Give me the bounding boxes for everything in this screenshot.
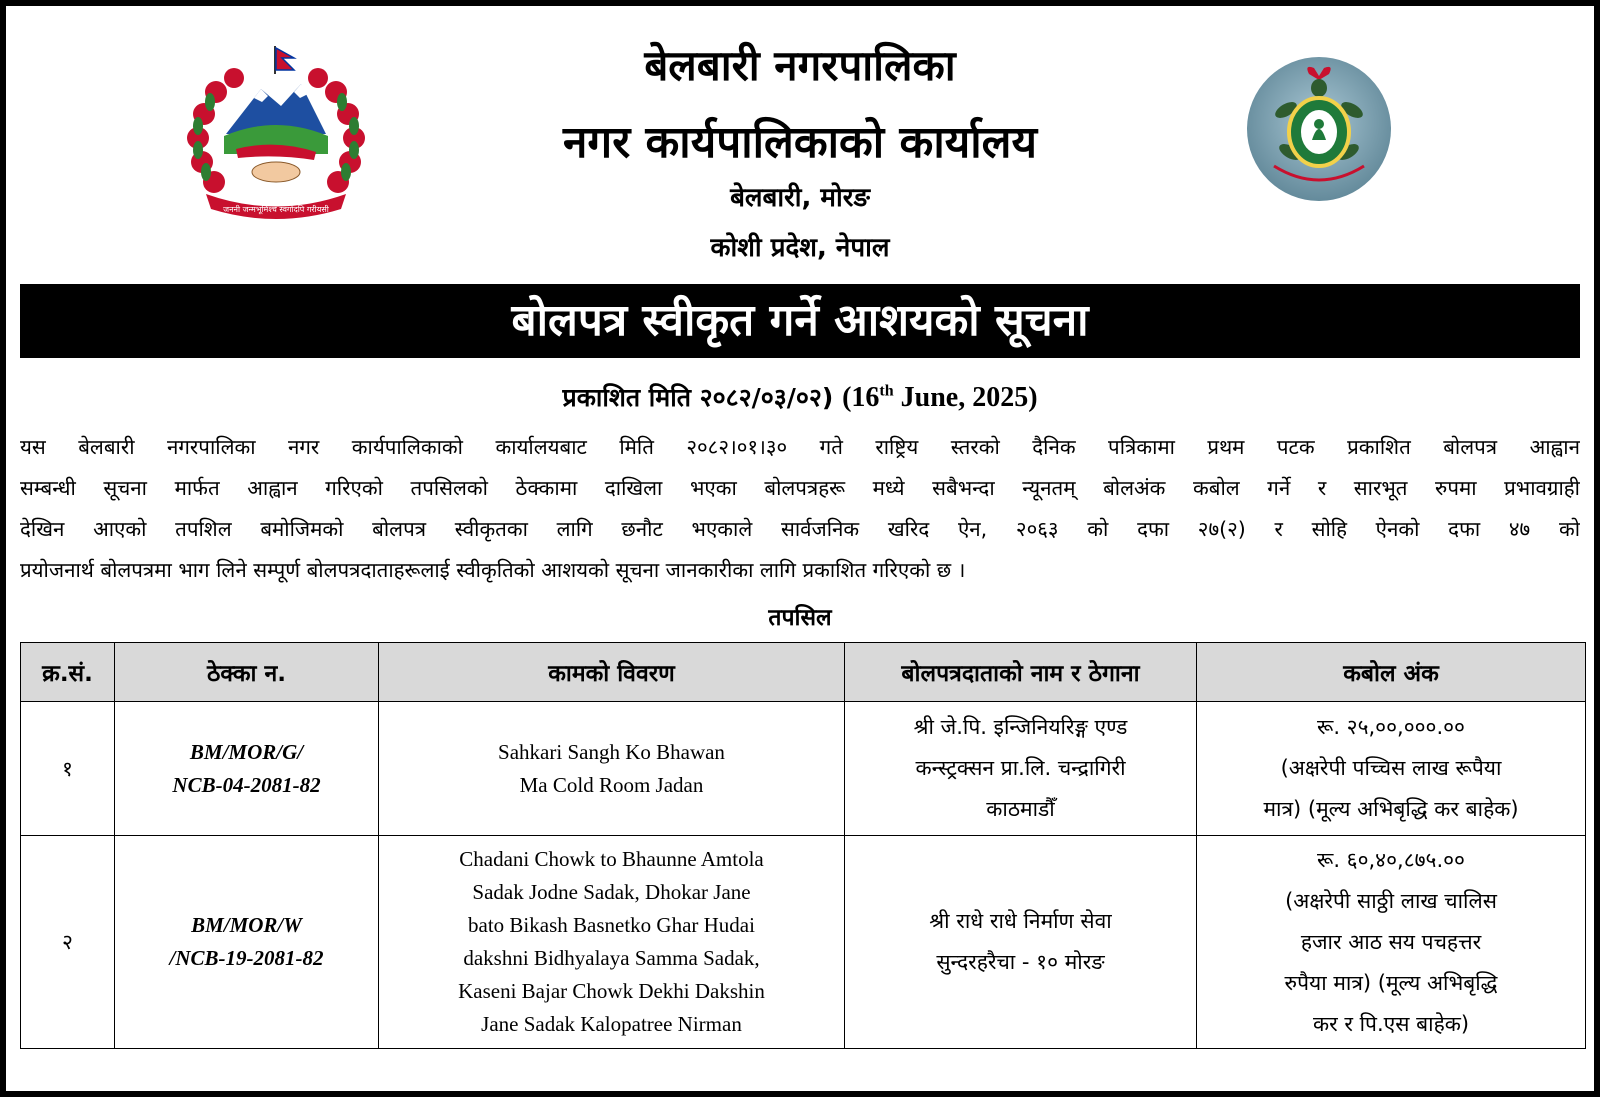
svg-text:जननी जन्मभूमिश्च स्वर्गादपि गर: जननी जन्मभूमिश्च स्वर्गादपि गरीयसी: [223, 205, 329, 214]
office-address: बेलबारी, मोरङ: [730, 183, 870, 213]
body-line: सम्बन्धी सूचना मार्फत आह्वान गरिएको तपसिलको ठेक्कामा दाखिला भएका बोलपत्रहरू मध्ये सबैभन्दा न्यूनतम् बोलअंक कबोल गर्ने र सारभूत रुपमा प्रभावग्राही: [20, 476, 1580, 500]
col-header-bidder: बोलपत्रदाताको नाम र ठेगाना: [845, 643, 1197, 702]
office-name: नगर कार्यपालिकाको कार्यालय: [563, 117, 1037, 168]
cell-bidder: श्री राधे राधे निर्माण सेवा सुन्दरहरैचा - १० मोरङ: [845, 836, 1197, 1049]
municipality-name: बेलबारी नगरपालिका: [644, 41, 956, 90]
col-header-sn: क्र.सं.: [21, 643, 115, 702]
cell-sn: १: [21, 702, 115, 836]
body-line: प्रयोजनार्थ बोलपत्रमा भाग लिने सम्पूर्ण बोलपत्रदाताहरूलाई स्वीकृतिको आशयको सूचना जानकारीका लागि प्रकाशित गरिएको छ ।: [20, 558, 966, 582]
col-header-work: कामको विवरण: [379, 643, 845, 702]
schedule-table: [20, 642, 1586, 1049]
municipality-logo-icon: [1244, 54, 1394, 204]
office-province: कोशी प्रदेश, नेपाल: [710, 233, 890, 263]
notice-title-banner: बोलपत्र स्वीकृत गर्ने आशयको सूचना: [20, 284, 1580, 358]
published-date-label: प्रकाशित मिति २०८२/०३/०२): [562, 383, 834, 412]
cell-contract: BM/MOR/G/ NCB-04-2081-82: [115, 702, 379, 836]
cell-amount: रू. २५,००,०००.०० (अक्षरेपी पच्चिस लाख रूपैया मात्र) (मूल्य अभिबृद्धि कर बाहेक): [1197, 702, 1586, 836]
table-row: [21, 702, 1586, 836]
table-header-row: [21, 643, 1586, 702]
cell-contract: BM/MOR/W /NCB-19-2081-82: [115, 836, 379, 1049]
schedule-title: तपसिल: [768, 605, 832, 631]
cell-sn: २: [21, 836, 115, 1049]
table-row: [21, 836, 1586, 1049]
body-line: देखिन आएको तपशिल बमोजिमको बोलपत्र स्वीकृतका लागि छनौट भएकाले सार्वजनिक खरिद ऐन, २०६३ को दफा २७(२) र सोहि ऐनको दफा ४७ को: [20, 517, 1580, 541]
cell-work: Sahkari Sangh Ko Bhawan Ma Cold Room Jadan: [379, 702, 845, 836]
published-date-english: (16th June, 2025): [842, 382, 1038, 413]
cell-work: Chadani Chowk to Bhaunne Amtola Sadak Jodne Sadak, Dhokar Jane bato Bikash Basnetko Ghar Hudai dakshni Bidhyalaya Samma Sadak, Kaseni Bajar Chowk Dekhi Dakshin Jane Sadak Kalopatree Nirman: [379, 836, 845, 1049]
header: [6, 6, 1594, 282]
cell-bidder: श्री जे.पि. इन्जिनियरिङ्ग एण्ड कन्स्ट्रक्सन प्रा.लि. चन्द्रागिरी काठमाडौँ: [845, 702, 1197, 836]
published-date: [6, 380, 1594, 414]
body-line: यस बेलबारी नगरपालिका नगर कार्यपालिकाको कार्यालयबाट मिति २०८२।०१।३० गते राष्ट्रिय स्तरको दैनिक पत्रिकामा प्रथम पटक प्रकाशित बोलपत्र आह्वान: [20, 435, 1580, 459]
col-header-amount: कबोल अंक: [1197, 643, 1586, 702]
col-header-contract: ठेक्का न.: [115, 643, 379, 702]
notice-body: [20, 427, 1580, 591]
cell-amount: रू. ६०,४०,८७५.०० (अक्षरेपी साठ्ठी लाख चालिस हजार आठ सय पचहत्तर रुपैया मात्र) (मूल्य अभिबृद्धि कर र पि.एस बाहेक): [1197, 836, 1586, 1049]
